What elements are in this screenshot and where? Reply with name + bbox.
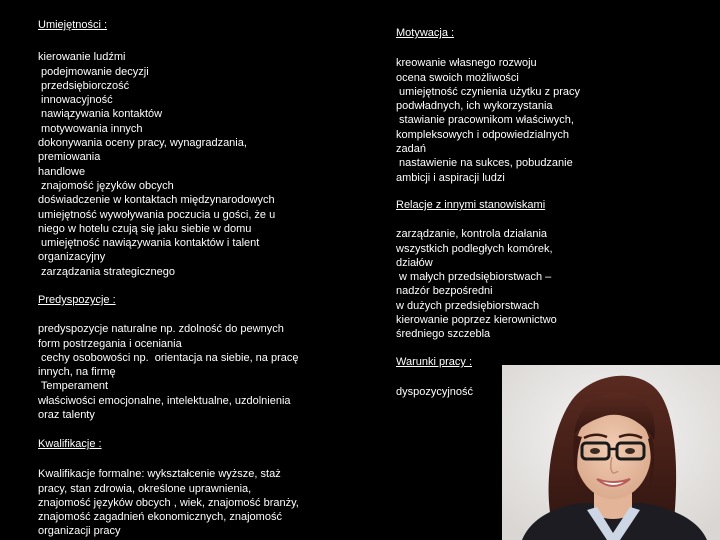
text-line: podwładnych, ich wykorzystania	[396, 100, 553, 113]
text-line: form postrzegania i oceniania	[38, 337, 182, 350]
text-line: znajomość języków obcych , wiek, znajomość branży,	[38, 496, 299, 509]
text-line: zarządzanie, kontrola działania	[396, 228, 548, 241]
text-line: stawianie pracownikom właściwych,	[396, 114, 574, 127]
predispositions-list	[38, 322, 338, 422]
text-line: przedsiębiorczość	[38, 79, 130, 92]
text-line: działów	[396, 256, 433, 269]
text-line: zarządzania strategicznego	[38, 265, 175, 278]
text-line: znajomość języków obcych	[38, 179, 174, 192]
skills-section	[38, 18, 338, 279]
text-line: umiejętność nawiązywania kontaktów i talent	[38, 237, 260, 250]
motivation-section	[396, 26, 606, 185]
text-line: handlowe	[38, 165, 86, 178]
text-line: innych, na firmę	[38, 366, 116, 379]
text-line: w małych przedsiębiorstwach –	[396, 271, 552, 284]
predispositions-heading: Predyspozycje :	[38, 294, 116, 306]
qualifications-section	[38, 437, 338, 539]
text-line: Kwalifikacje formalne: wykształcenie wyższe, staż	[38, 468, 281, 481]
text-line: w dużych przedsiębiorstwach	[396, 299, 540, 312]
qualifications-list	[38, 467, 338, 538]
text-line: kierowanie poprzez kierownictwo	[396, 314, 557, 327]
text-line: organizacyjny	[38, 251, 106, 264]
motivation-heading: Motywacja :	[396, 27, 455, 39]
text-line: umiejętność wywoływania poczucia u gości, że u	[38, 208, 276, 221]
text-line: niego w hotelu czują się jaku siebie w domu	[38, 222, 252, 235]
text-line: dokonywania oceny pracy, wynagradzania,	[38, 137, 247, 150]
text-line: nadzór bezpośredni	[396, 285, 493, 298]
skills-list	[38, 50, 338, 279]
qualifications-heading: Kwalifikacje :	[38, 438, 102, 450]
motivation-list	[396, 56, 606, 185]
text-line: umiejętność czynienia użytku z pracy	[396, 85, 581, 98]
relations-list	[396, 227, 606, 341]
text-line: właściwości emocjonalne, intelektualne, uzdolnienia	[38, 394, 291, 407]
text-line: cechy osobowości np. orientacja na siebie, na pracę	[38, 351, 299, 364]
predispositions-section	[38, 293, 338, 422]
text-line: zadań	[396, 143, 426, 156]
text-line: nawiązywania kontaktów	[38, 108, 163, 121]
text-line: ocena swoich możliwości	[396, 71, 519, 84]
text-line: Temperament	[38, 380, 109, 393]
text-line: organizacji pracy	[38, 525, 121, 538]
text-line: wszystkich podległych komórek,	[396, 242, 553, 255]
portrait-illustration	[502, 365, 720, 540]
text-line: znajomość zagadnień ekonomicznych, znajomość	[38, 511, 282, 524]
relations-heading: Relacje z innymi stanowiskami	[396, 199, 546, 211]
text-line: motywowania innych	[38, 122, 143, 135]
text-line: doświadczenie w kontaktach międzynarodowych	[38, 194, 275, 207]
text-line: dyspozycyjność	[396, 386, 474, 399]
text-line: kierowanie ludźmi	[38, 51, 126, 64]
text-line: innowacyjność	[38, 94, 113, 107]
text-line: nastawienie na sukces, pobudzanie	[396, 157, 573, 170]
text-line: średniego szczebla	[396, 328, 491, 341]
text-line: kompleksowych i odpowiedzialnych	[396, 128, 570, 141]
portrait-photo	[502, 365, 720, 540]
relations-section	[396, 198, 606, 342]
conditions-heading: Warunki pracy :	[396, 356, 473, 368]
text-line: ambicji i aspiracji ludzi	[396, 171, 505, 184]
text-line: premiowania	[38, 151, 101, 164]
text-line: pracy, stan zdrowia, określone uprawnienia,	[38, 482, 252, 495]
text-line: oraz talenty	[38, 409, 95, 422]
text-line: kreowanie własnego rozwoju	[396, 57, 537, 70]
text-line: podejmowanie decyzji	[38, 65, 149, 78]
skills-heading: Umiejętności :	[38, 19, 108, 31]
text-line: predyspozycje naturalne np. zdolność do pewnych	[38, 323, 284, 336]
